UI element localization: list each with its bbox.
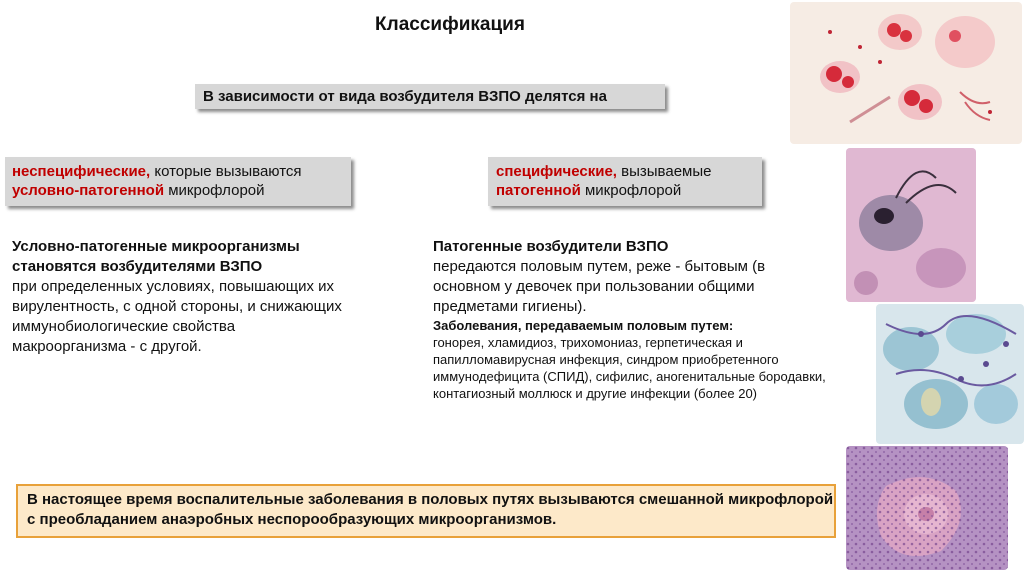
opportunistic-heading: Условно-патогенные микроорганизмы становятся возбудителями ВЗПО bbox=[12, 238, 300, 275]
mixed-flora-micrograph-image bbox=[846, 446, 1008, 570]
std-heading: Заболевания, передаваемым половым путем: bbox=[433, 318, 734, 333]
pathogenic-text: микрофлорой bbox=[580, 182, 682, 199]
trichomonas-micrograph-image bbox=[846, 148, 976, 302]
nonspecific-term: неспецифические, bbox=[12, 163, 151, 180]
nonspecific-box bbox=[5, 157, 351, 206]
page-title: Классификация bbox=[375, 14, 525, 35]
specific-text: вызываемые bbox=[616, 163, 712, 180]
specific-box bbox=[488, 157, 762, 206]
pathogenic-term: патогенной bbox=[496, 182, 581, 199]
pathogenic-body: передаются половым путем, реже - бытовым (в основном у девочек при пользовании общими предметами гигиены). bbox=[433, 258, 766, 315]
std-list: гонорея, хламидиоз, трихомониаз, герпетическая и папилломавирусная инфекция, синдром приобретенного иммунодефицита (СПИД), сифилис, аногенитальные бородавки, контагиозный моллюск и другие инфекции (более 20) bbox=[433, 335, 826, 401]
conclusion-banner: В настоящее время воспалительные заболевания в половых путях вызываются смешанной микрофлорой с преобладанием анаэробных неспорообразующих микроорганизмов. bbox=[16, 484, 836, 538]
opportunistic-column bbox=[12, 237, 352, 357]
gonococci-micrograph-image bbox=[790, 2, 1022, 144]
nonspecific-text: которые вызываются bbox=[150, 163, 302, 180]
chlamydia-micrograph-image bbox=[876, 304, 1024, 444]
opportunistic-text: микрофлорой bbox=[164, 182, 265, 199]
pathogenic-heading: Патогенные возбудители ВЗПО bbox=[433, 238, 669, 255]
classification-subtitle: В зависимости от вида возбудителя ВЗПО делятся на bbox=[195, 84, 665, 109]
specific-term: специфические, bbox=[496, 163, 617, 180]
opportunistic-body: при определенных условиях, повышающих их вирулентность, с одной стороны, и снижающих иммунобиологические свойства макроорганизма - с другой. bbox=[12, 278, 342, 355]
opportunistic-term: условно-патогенной bbox=[12, 182, 165, 199]
pathogenic-column bbox=[433, 237, 833, 402]
